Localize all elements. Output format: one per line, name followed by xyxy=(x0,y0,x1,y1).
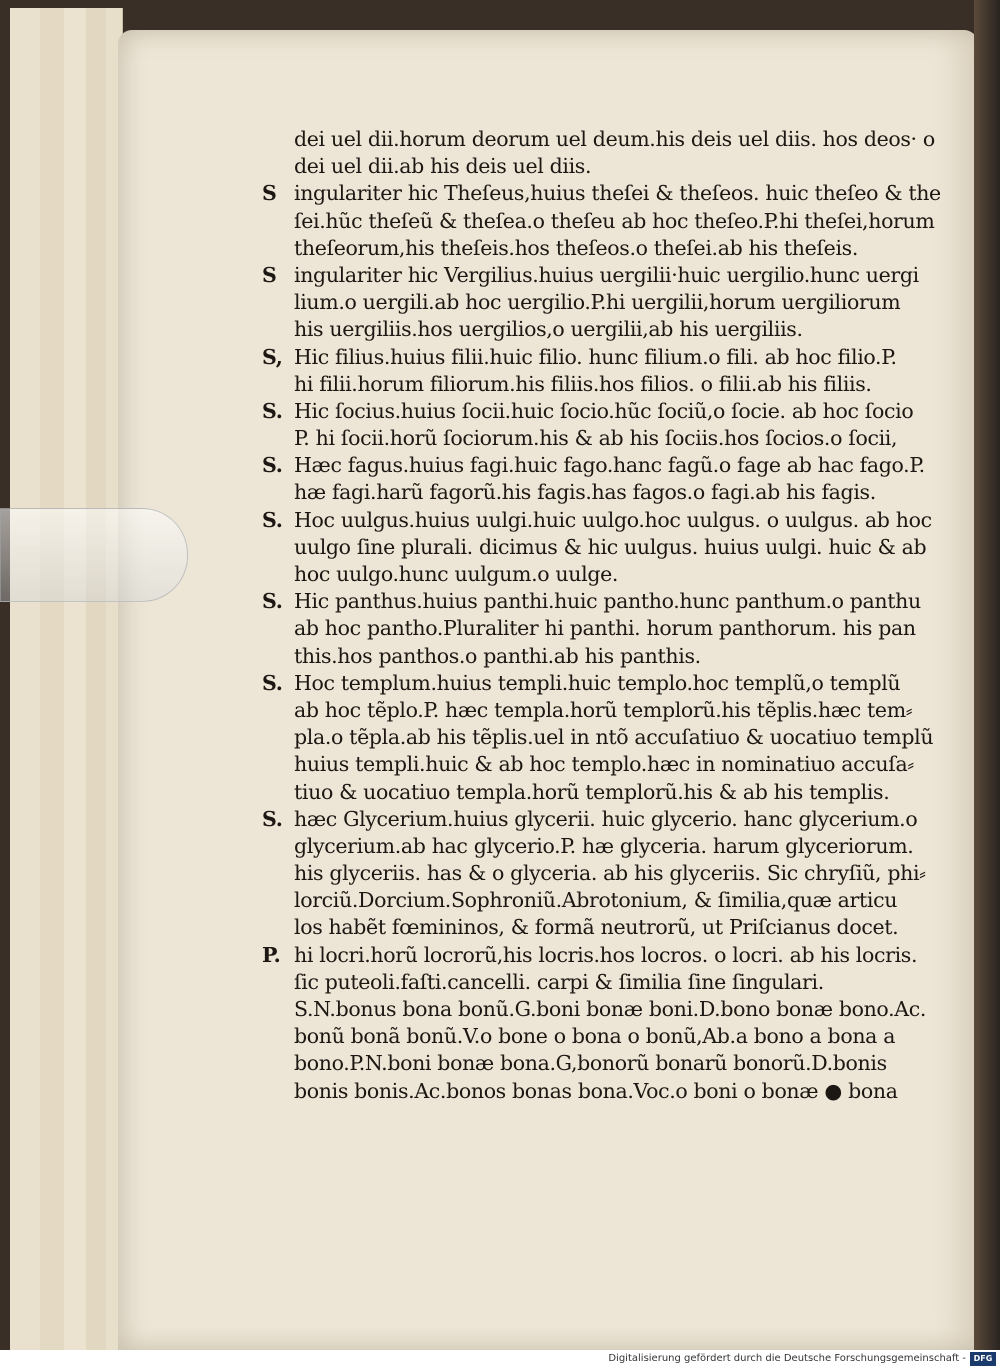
line-text: lium.o uergili.ab hoc uergilio.P.hi uergilii,horum uergiliorum xyxy=(294,290,901,315)
line-text: ingulariter hic Vergilius.huius uergilii·huic uergilio.hunc uergi xyxy=(294,262,919,287)
line-text: Hæc fagus.huius fagi.huic fago.hanc fagũ.o fage ab hac fago.P. xyxy=(294,453,925,478)
line-text: bonis bonis.Ac.bonos bonas bona.Voc.o boni o bonæ ● bona xyxy=(294,1078,898,1103)
text-line xyxy=(262,452,942,479)
line-text: pla.o tẽpla.ab his tẽplis.uel in ntõ accuſatiuo & uocatiuo templũ xyxy=(294,725,934,750)
line-text: Hic panthus.huius panthi.huic pantho.hunc panthum.o panthu xyxy=(294,589,921,614)
line-text: Hoc uulgus.huius uulgi.huic uulgo.hoc uulgus. o uulgus. ab hoc xyxy=(294,507,932,532)
line-marker: P. xyxy=(262,942,281,967)
text-line xyxy=(262,316,942,343)
dfg-logo: DFG xyxy=(970,1352,996,1366)
line-marker: S, xyxy=(262,344,283,369)
text-line xyxy=(262,126,942,153)
line-marker: S. xyxy=(262,398,283,423)
page-stack-edge xyxy=(64,8,87,1350)
line-marker: S. xyxy=(262,589,283,614)
line-text: ab hoc tẽplo.P. hæc templa.horũ templorũ.his tẽplis.hæc tem⸗ xyxy=(294,697,913,722)
line-text: P. hi ſocii.horũ ſociorum.his & ab his ſociis.hos ſocios.o ſocii, xyxy=(294,426,898,451)
text-line xyxy=(262,235,942,262)
line-marker: S. xyxy=(262,670,283,695)
line-text: Hoc templum.huius templi.huic templo.hoc templũ,o templũ xyxy=(294,670,901,695)
text-line xyxy=(262,887,942,914)
text-line xyxy=(262,697,942,724)
line-marker: S xyxy=(262,262,277,287)
text-line xyxy=(262,724,942,751)
text-line xyxy=(262,1050,942,1077)
line-text: hoc uulgo.hunc uulgum.o uulge. xyxy=(294,562,619,586)
line-text: hi filii.horum filiorum.his filiis.hos filios. o filii.ab his filiis. xyxy=(294,371,872,396)
line-text: ſei.hũc theſeũ & theſea.o theſeu ab hoc theſeo.P.hi theſei,horum xyxy=(294,208,935,233)
funding-credit: Digitalisierung gefördert durch die Deutsche Forschungsgemeinschaft - xyxy=(608,1353,966,1364)
line-text: bonũ bonã bonũ.V.o bone o bona o bonũ,Ab.a bono a bona a xyxy=(294,1024,896,1049)
text-line xyxy=(262,561,942,588)
text-line xyxy=(262,534,942,561)
digitization-footer xyxy=(0,1350,1000,1368)
line-marker: S. xyxy=(262,806,283,831)
line-text: glycerium.ab hac glycerio.P. hæ glyceria. harum glyceriorum. xyxy=(294,833,914,858)
text-line xyxy=(262,996,942,1023)
text-line xyxy=(262,344,942,371)
line-text: los habẽt fœmininos, & formã neutrorũ, ut Priſcianus docet. xyxy=(294,915,899,940)
text-line xyxy=(262,779,942,806)
line-marker: S xyxy=(262,181,277,206)
text-line xyxy=(262,806,942,833)
text-line xyxy=(262,425,942,452)
line-text: his uergiliis.hos uergilios,o uergilii,ab his uergiliis. xyxy=(294,317,803,342)
text-line xyxy=(262,398,942,425)
line-text: theſeorum,his theſeis.hos theſeos.o theſei.ab his theſeis. xyxy=(294,235,858,260)
line-text: this.hos panthos.o panthi.ab his panthis. xyxy=(294,643,701,668)
printed-text-block xyxy=(262,126,942,1105)
line-text: his glyceriis. has & o glyceria. ab his glyceriis. Sic chryſiũ, phi⸗ xyxy=(294,861,926,886)
text-line xyxy=(262,208,942,235)
text-line xyxy=(262,833,942,860)
line-marker: S. xyxy=(262,453,283,478)
line-text: uulgo ſine plurali. dicimus & hic uulgus. huius uulgi. huic & ab xyxy=(294,534,927,559)
line-text: hi locri.horũ locrorũ,his locris.hos locros. o locri. ab his locris. xyxy=(294,942,918,967)
text-line xyxy=(262,751,942,778)
text-line xyxy=(262,371,942,398)
line-text: hæc Glycerium.huius glycerii. huic glycerio. hanc glycerium.o xyxy=(294,806,918,831)
text-line xyxy=(262,588,942,615)
line-marker: S. xyxy=(262,507,283,532)
text-line xyxy=(262,615,942,642)
text-line xyxy=(262,479,942,506)
text-line xyxy=(262,153,942,180)
line-text: huius templi.huic & ab hoc templo.hæc in nominatiuo accuſa⸗ xyxy=(294,752,914,777)
line-text: Hic filius.huius filii.huic filio. hunc filium.o fili. ab hoc filio.P. xyxy=(294,344,897,369)
text-line xyxy=(262,1078,942,1105)
text-line xyxy=(262,262,942,289)
text-line xyxy=(262,507,942,534)
line-text: lorciũ.Dorcium.Sophroniũ.Abrotonium, & ſimilia,quæ articu xyxy=(294,888,898,913)
text-line xyxy=(262,942,942,969)
line-text: dei uel dii.ab his deis uel diis. xyxy=(294,154,592,179)
text-line xyxy=(262,289,942,316)
text-line xyxy=(262,670,942,697)
page-stack-edge xyxy=(10,8,41,1350)
line-text: ab hoc pantho.Pluraliter hi panthi. horum panthorum. his pan xyxy=(294,616,916,641)
text-line xyxy=(262,860,942,887)
text-line xyxy=(262,969,942,996)
line-text: S.N.bonus bona bonũ.G.boni bonæ boni.D.bono bonæ bono.Ac. xyxy=(294,997,926,1021)
line-text: ingulariter hic Theſeus,huius theſei & theſeos. huic theſeo & the xyxy=(294,181,941,206)
line-text: tiuo & uocatiuo templa.horũ templorũ.his & ab his templis. xyxy=(294,779,890,804)
line-text: bono.P.N.boni bonæ bona.G,bonorũ bonarũ bonorũ.D.bonis xyxy=(294,1051,887,1076)
text-line xyxy=(262,180,942,207)
book-binding-edge xyxy=(974,0,1000,1350)
line-text: Hic ſocius.huius ſocii.huic ſocio.hũc ſociũ,o ſocie. ab hoc ſocio xyxy=(294,398,914,423)
page-clip xyxy=(0,508,188,602)
line-text: hæ fagi.harũ fagorũ.his fagis.has fagos.o fagi.ab his fagis. xyxy=(294,480,876,505)
line-text: dei uel dii.horum deorum uel deum.his deis uel diis. hos deos· o xyxy=(294,127,935,151)
text-line xyxy=(262,643,942,670)
page-stack-edge xyxy=(40,8,65,1350)
page-stack-edge xyxy=(86,8,107,1350)
text-line xyxy=(262,1023,942,1050)
text-line xyxy=(262,914,942,941)
line-text: ſic puteoli.faſti.cancelli. carpi & ſimilia ſine ſingulari. xyxy=(294,969,824,994)
